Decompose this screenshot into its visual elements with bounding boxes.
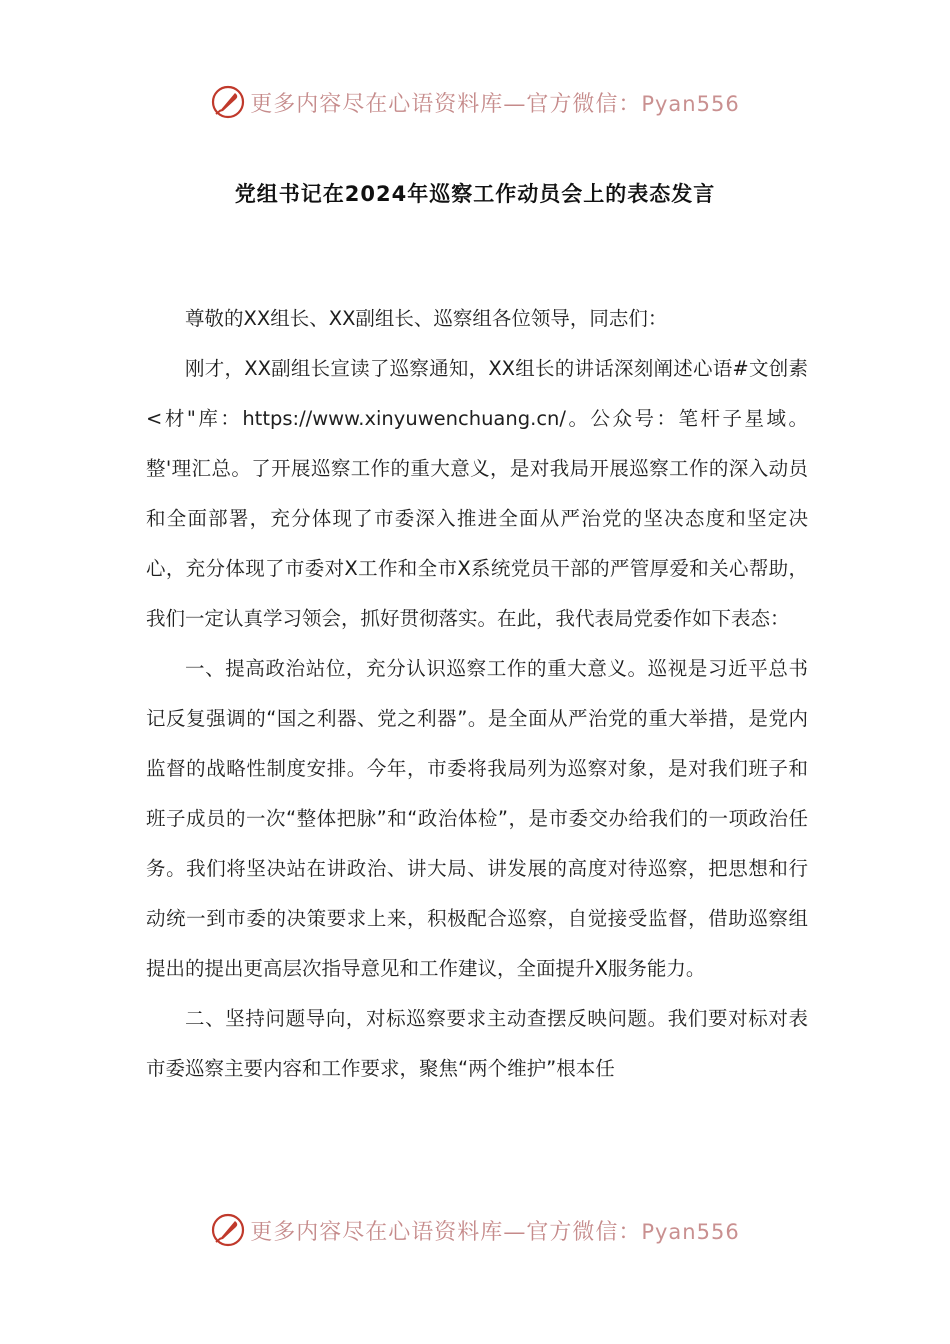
quill-logo-icon <box>210 1212 246 1248</box>
watermark-banner-top <box>0 82 950 122</box>
salutation-paragraph: 尊敬的XX组长、XX副组长、巡察组各位领导，同志们： <box>185 307 668 330</box>
document-body <box>146 294 808 1094</box>
body-paragraph: 一、提高政治站位，充分认识巡察工作的重大意义。巡视是习近平总书记反复强调的“国之利器、党之利器”。是全面从严治党的重大举措，是党内监督的战略性制度安排。今年，市委将我局列为巡察对象，是对我们班子和班子成员的一次“整体把脉”和“政治体检”，是市委交办给我们的一项政治任务。我们将坚决站在讲政治、讲大局、讲发展的高度对待巡察，把思想和行动统一到市委的决策要求上来，积极配合巡察，自觉接受监督，借助巡察组提出的提出更高层次指导意见和工作建议，全面提升X服务能力。 <box>146 657 808 980</box>
quill-logo-icon <box>210 84 246 120</box>
body-paragraph: 刚才，XX副组长宣读了巡察通知，XX组长的讲话深刻阐述心语#文创素<材"库：https://www.xinyuwenchuang.cn/。公众号：笔杆子星域。整'理汇总。了开展巡察工作的重大意义，是对我局开展巡察工作的深入动员和全面部署，充分体现了市委深入推进全面从严治党的坚决态度和坚定决心，充分体现了市委对X工作和全市X系统党员干部的严管厚爱和关心帮助，我们一定认真学习领会，抓好贯彻落实。在此，我代表局党委作如下表态： <box>146 357 808 630</box>
watermark-text: 更多内容尽在心语资料库—官方微信：Pyan556 <box>250 1219 740 1245</box>
body-paragraph: 二、坚持问题导向，对标巡察要求主动查摆反映问题。我们要对标对表市委巡察主要内容和工作要求，聚焦“两个维护”根本任 <box>146 1007 808 1080</box>
watermark-text: 更多内容尽在心语资料库—官方微信：Pyan556 <box>250 91 740 117</box>
watermark-banner-bottom <box>0 1210 950 1250</box>
document-title: 党组书记在2024年巡察工作动员会上的表态发言 <box>234 182 716 206</box>
